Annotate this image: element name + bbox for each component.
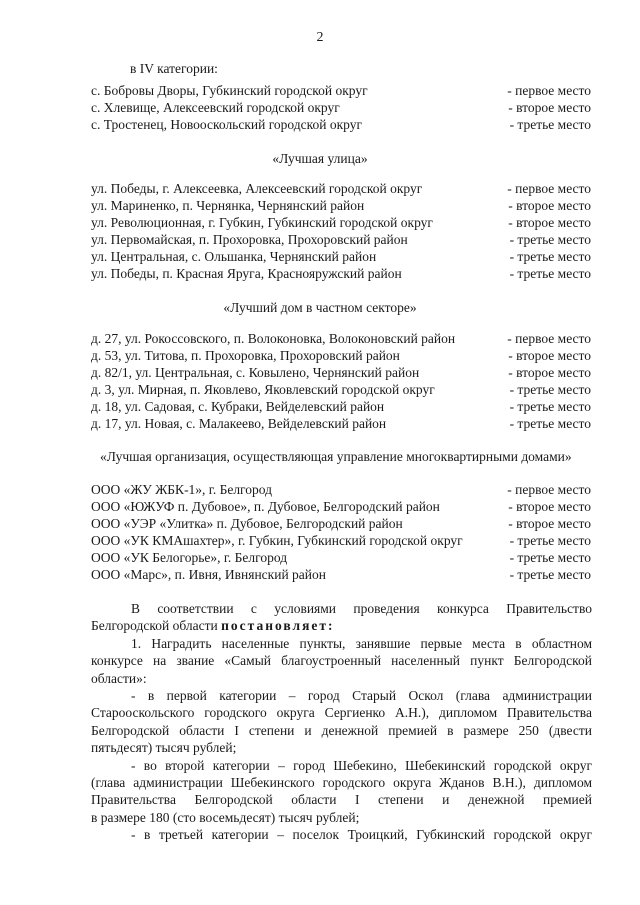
best-street-heading: «Лучшая улица» [272,151,368,166]
entry-place: д. 53, ул. Титова, п. Прохоровка, Прохоровский район [91,348,400,363]
best-org-heading: «Лучшая организация, осуществляющая управление многоквартирными домами» [100,449,572,464]
entry-rank: - третье место [509,416,591,431]
entry-rank: - второе место [508,348,591,363]
list-item [91,481,591,498]
text-line: В соответствии с условиями проведения конкурса Правительство [131,601,592,616]
entry-rank: - второе место [508,365,591,380]
entry-place: ул. Первомайская, п. Прохоровка, Прохоровский район [91,232,408,247]
entry-rank: - третье место [509,266,591,281]
text-line: 1. Наградить населенные пункты, занявшие первые места в областном [131,635,592,651]
page-number: 2 [316,30,324,45]
entry-place: д. 27, ул. Рокоссовского, п. Волоконовка, Волоконовский район [91,331,456,346]
entry-rank: - первое место [507,181,591,196]
entry-place: ООО «Марс», п. Ивня, Ивнянский район [91,567,326,582]
entry-rank: - третье место [509,567,591,582]
entry-rank: - третье место [509,533,591,548]
entry-rank: - третье место [509,550,591,565]
entry-place: ООО «УЭР «Улитка» п. Дубовое, Белгородский район [91,516,403,531]
entry-place: ООО «УК Белогорье», г. Белгород [91,550,288,565]
entry-rank: - третье место [509,382,591,397]
list-item [91,180,591,197]
list-item [91,364,591,381]
list-item [91,330,591,347]
best-house-heading: «Лучший дом в частном секторе» [223,300,417,315]
entry-place: ул. Мариненко, п. Чернянка, Чернянский район [91,198,365,213]
entry-place: ул. Революционная, г. Губкин, Губкинский городской округ [91,215,433,230]
text-line: конкурсе на звание «Самый благоустроенный населенный пункт Белгородской [91,653,592,669]
list-item [91,231,591,248]
entry-place: д. 82/1, ул. Центральная, с. Ковылено, Чернянский район [91,365,420,380]
entry-rank: - третье место [509,399,591,414]
entry-place: ул. Победы, п. Красная Яруга, Краснояружский район [91,266,402,281]
text-line: - в первой категории – город Старый Оскол (глава администрации [131,688,592,704]
list-item [91,415,591,432]
entry-rank: - второе место [508,516,591,531]
entry-place: с. Хлевище, Алексеевский городской округ [91,100,340,115]
entry-place: д. 17, ул. Новая, с. Малакеево, Вейделевский район [91,416,387,431]
text-line: Старооскольского городского округа Сергиенко А.Н.), дипломом Правительства [91,705,592,721]
list-item [91,566,591,583]
text-line: области»: [91,670,147,686]
text-line: - в третьей категории – поселок Троицкий, Губкинский городской округ [131,827,592,843]
text-line: в размере 180 (сто восемьдесят) тысяч рублей; [91,809,360,825]
list-item [91,248,591,265]
text-fragment: Белгородской области [91,618,222,634]
text-line: пятьдесят) тысяч рублей; [91,740,237,756]
list-item [91,214,591,231]
list-item [91,515,591,532]
list-item [91,549,591,566]
list-item [91,116,591,133]
decree-keyword: постановляет: [221,618,335,634]
text-line: - во второй категории – город Шебекино, Шебекинский городской округ [131,757,592,773]
entry-rank: - третье место [509,249,591,264]
list-item [91,498,591,515]
entry-rank: - второе место [508,499,591,514]
list-item [91,99,591,116]
entry-place: ООО «ЖУ ЖБК-1», г. Белгород [91,482,272,497]
resolution-paragraph [91,600,592,844]
entry-rank: - третье место [509,232,591,247]
entry-rank: - первое место [507,83,591,98]
entry-rank: - третье место [509,117,591,132]
list-item [91,381,591,398]
entry-place: д. 18, ул. Садовая, с. Кубраки, Вейделевский район [91,399,385,414]
entry-rank: - второе место [508,100,591,115]
entry-rank: - второе место [508,198,591,213]
entry-place: с. Тростенец, Новооскольский городской округ [91,117,363,132]
entry-place: ул. Победы, г. Алексеевка, Алексеевский городской округ [91,181,423,196]
entry-rank: - первое место [507,482,591,497]
category-iv-heading: в IV категории: [130,61,218,76]
text-line: (глава администрации Шебекинского городского округа Жданов В.Н.), дипломом [91,775,592,791]
list-item [91,398,591,415]
list-item [91,347,591,364]
entry-place: ООО «ЮЖУФ п. Дубовое», п. Дубовое, Белгородский район [91,499,440,514]
entry-rank: - второе место [508,215,591,230]
text-line: Белгородской области I степени и денежной премией в размере 250 (двести [91,722,592,738]
entry-rank: - первое место [507,331,591,346]
text-line [91,617,592,634]
list-item [91,532,591,549]
entry-place: ул. Центральная, с. Ольшанка, Чернянский район [91,249,377,264]
entry-place: д. 3, ул. Мирная, п. Яковлево, Яковлевский городской округ [91,382,435,397]
list-item [91,197,591,214]
entry-place: с. Бобровы Дворы, Губкинский городской округ [91,83,368,98]
entry-place: ООО «УК КМАшахтер», г. Губкин, Губкинский городской округ [91,533,463,548]
list-item [91,82,591,99]
text-line: Правительства Белгородской области I степени и денежной премией [91,792,592,808]
list-item [91,265,591,282]
